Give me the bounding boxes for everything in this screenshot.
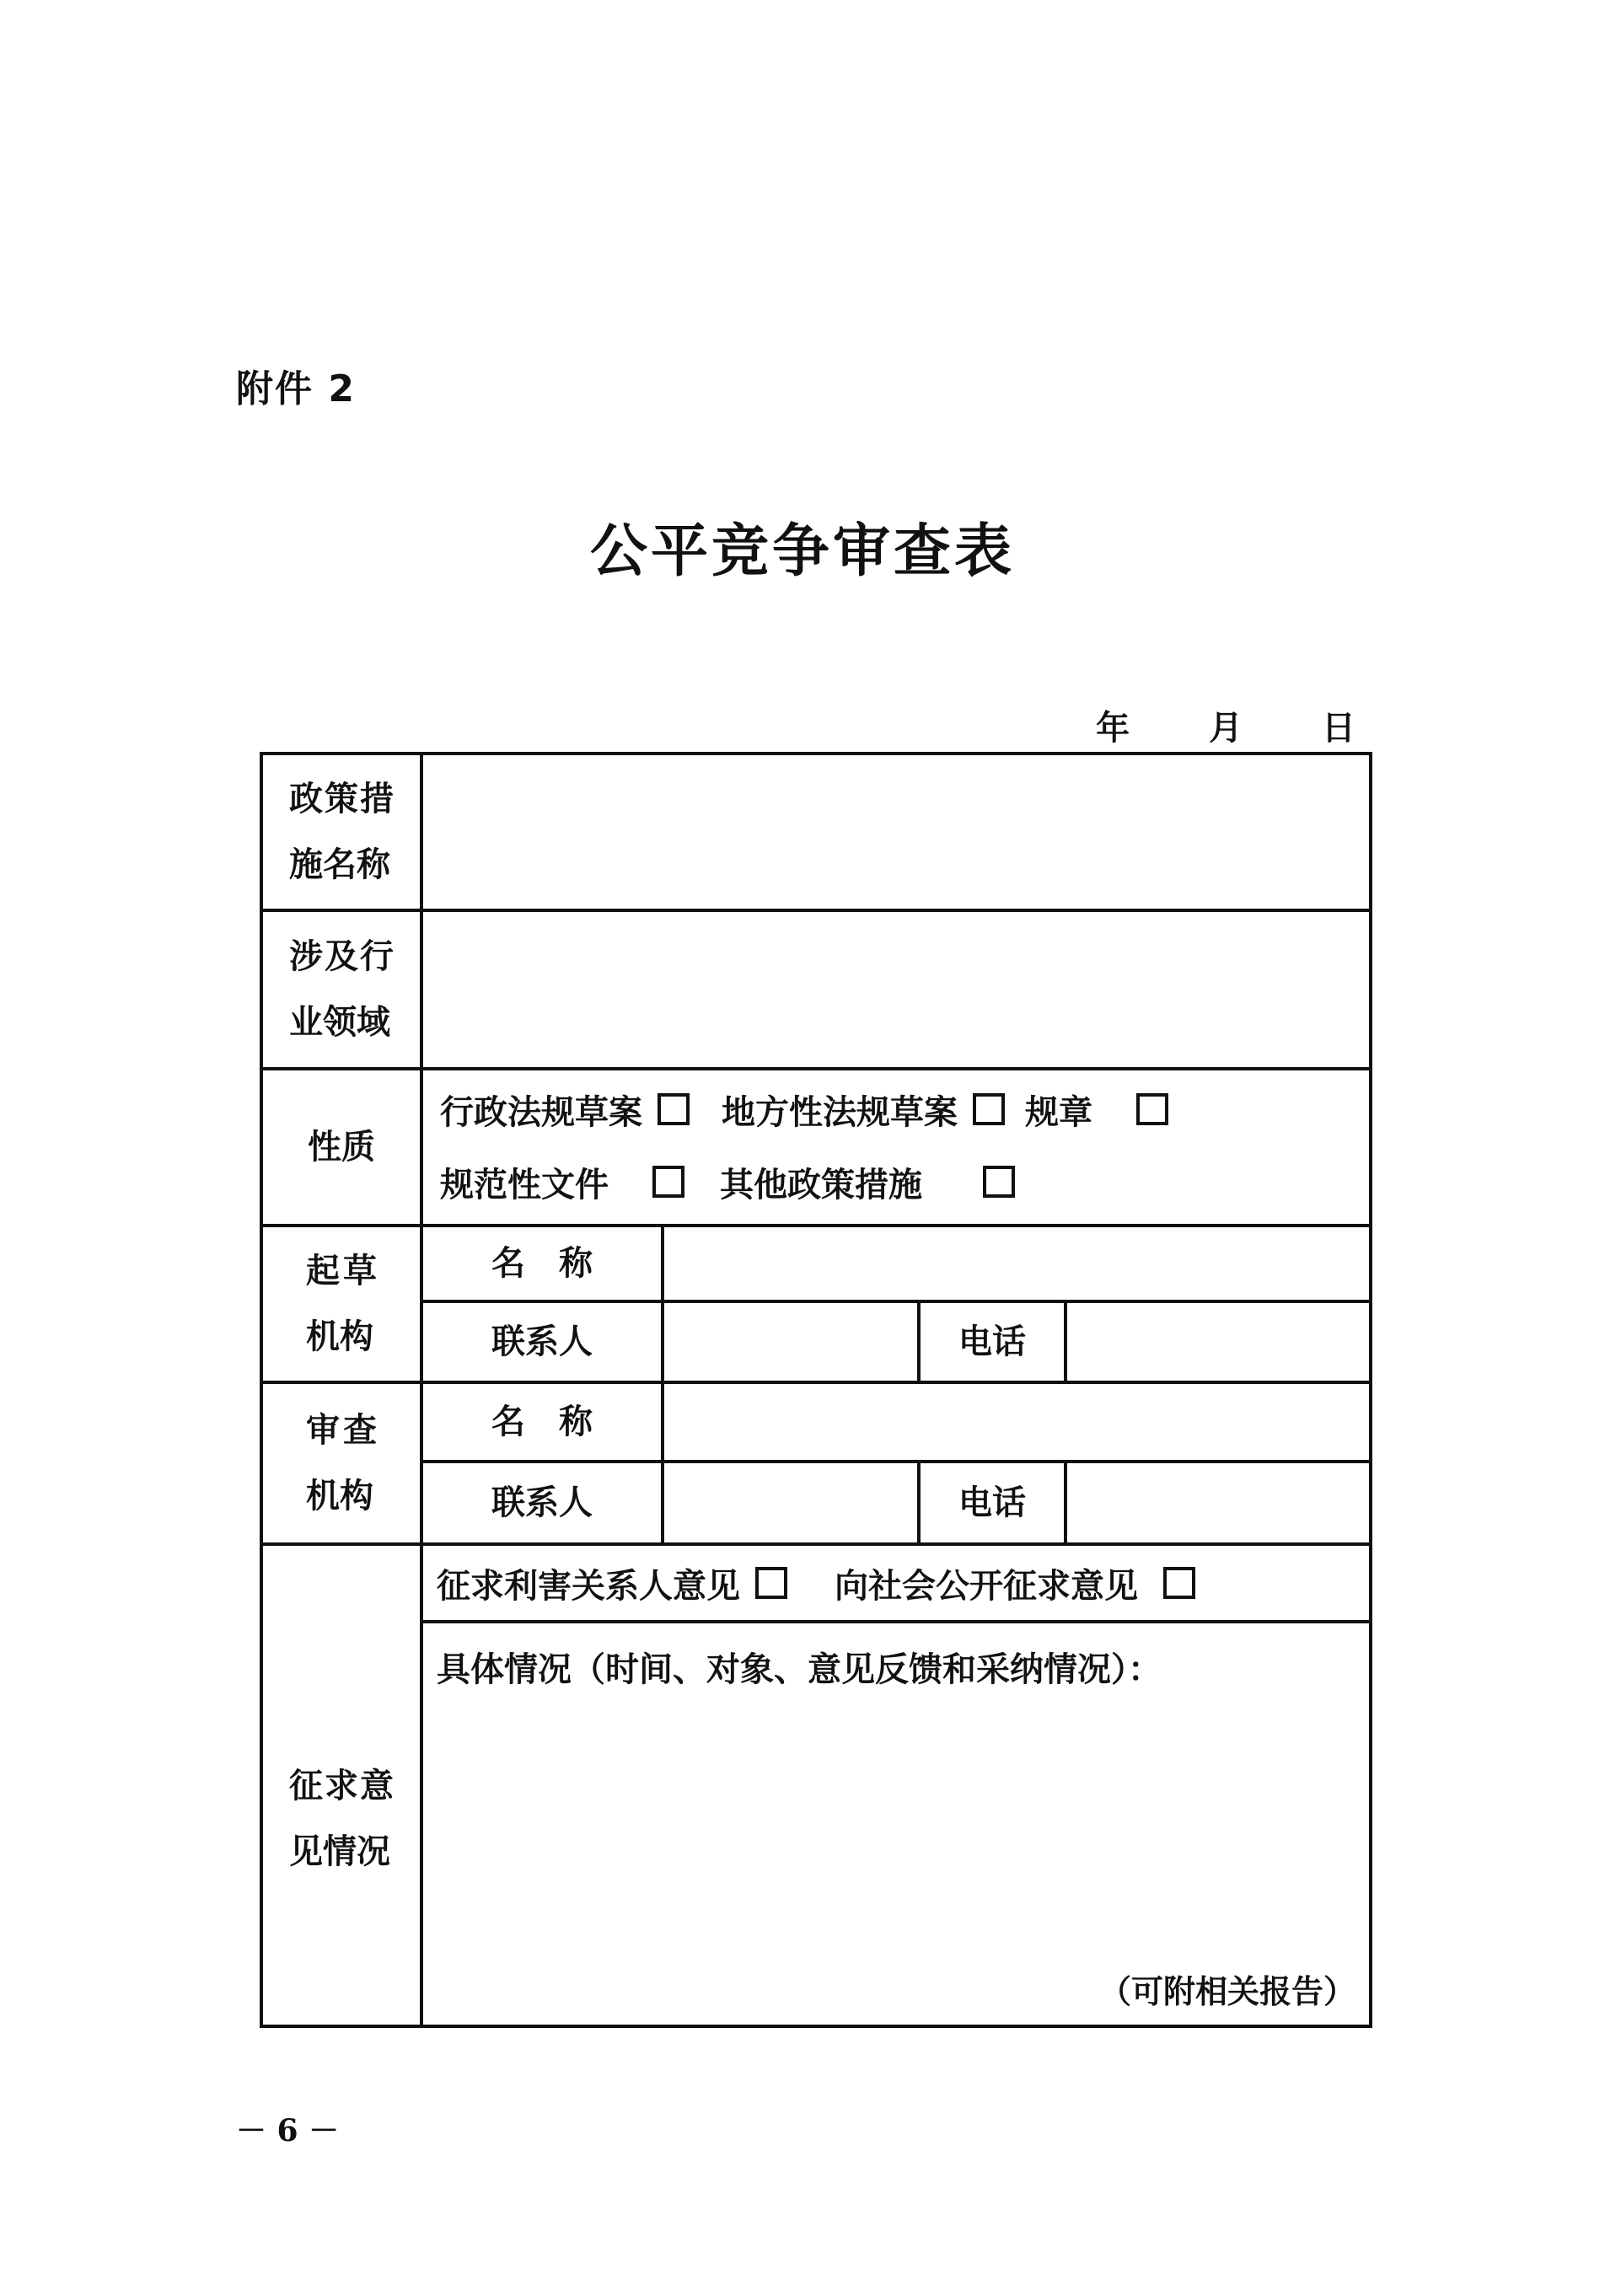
option-rules-checkbox[interactable]: [1136, 1093, 1168, 1125]
option-other-policy-label: 其他政策措施: [720, 1164, 922, 1204]
drafting-contact-label: 联系人: [491, 1322, 593, 1361]
review-contact-label: 联系人: [491, 1483, 593, 1522]
review-name-field[interactable]: [664, 1384, 1369, 1460]
review-form-table: [260, 752, 1372, 2028]
opinion-detail-field[interactable]: [423, 1696, 1369, 1949]
opinion-label: 征求意见情况: [289, 1766, 394, 1871]
review-phone-field[interactable]: [1067, 1463, 1369, 1542]
option-stakeholder-checkbox[interactable]: [755, 1567, 787, 1599]
industry-field[interactable]: [423, 912, 1369, 1067]
industry-label: 涉及行业领域: [289, 936, 394, 1042]
drafting-name-field[interactable]: [664, 1227, 1369, 1300]
row-divider: [260, 1067, 1372, 1070]
date-year: 年: [1096, 708, 1130, 748]
drafting-name-label: 名 称: [491, 1243, 593, 1283]
option-rules-label: 规章: [1025, 1092, 1092, 1132]
date-day: 日: [1322, 708, 1355, 748]
option-local-regulation-checkbox[interactable]: [973, 1093, 1005, 1125]
date-line: [1062, 701, 1355, 749]
drafting-phone-field[interactable]: [1067, 1303, 1369, 1381]
opinion-detail-label: 具体情况（时间、对象、意见反馈和采纳情况）：: [437, 1649, 1162, 1689]
review-contact-field[interactable]: [664, 1463, 917, 1542]
option-admin-regulation-checkbox[interactable]: [658, 1093, 690, 1125]
table-border-bottom: [260, 2025, 1372, 2028]
policy-name-label: 政策措施名称: [289, 779, 394, 884]
row-divider: [421, 1620, 1372, 1623]
review-org-label: 审查机构: [306, 1410, 377, 1515]
date-month: 月: [1209, 708, 1243, 748]
table-border-right: [1369, 752, 1372, 2028]
option-public-label: 向社会公开征求意见: [835, 1565, 1138, 1606]
option-stakeholder-label: 征求利害关系人意见: [437, 1565, 740, 1606]
option-admin-regulation-label: 行政法规草案: [440, 1092, 642, 1132]
policy-name-field[interactable]: [423, 755, 1369, 909]
option-local-regulation-label: 地方性法规草案: [722, 1092, 958, 1132]
option-public-checkbox[interactable]: [1163, 1567, 1195, 1599]
opinion-options: [437, 1546, 1195, 1620]
attachment-label: 附件 2: [236, 367, 356, 410]
form-title: 公平竞争审查表: [589, 518, 1015, 585]
opinion-note: （可附相关报告）: [1098, 1971, 1355, 2010]
nature-label: 性质: [308, 1127, 375, 1167]
option-normative-doc-label: 规范性文件: [440, 1164, 609, 1204]
option-normative-doc-checkbox[interactable]: [652, 1166, 684, 1198]
page-number: － 6 －: [236, 2113, 340, 2148]
option-other-policy-checkbox[interactable]: [983, 1166, 1015, 1198]
review-phone-label: 电话: [958, 1483, 1026, 1522]
nature-options-line1: [440, 1077, 1168, 1141]
nature-options-line2: [440, 1148, 1015, 1215]
review-name-label: 名 称: [491, 1402, 593, 1441]
drafting-contact-field[interactable]: [664, 1303, 917, 1381]
drafting-phone-label: 电话: [958, 1322, 1026, 1361]
drafting-org-label: 起草机构: [306, 1251, 377, 1356]
